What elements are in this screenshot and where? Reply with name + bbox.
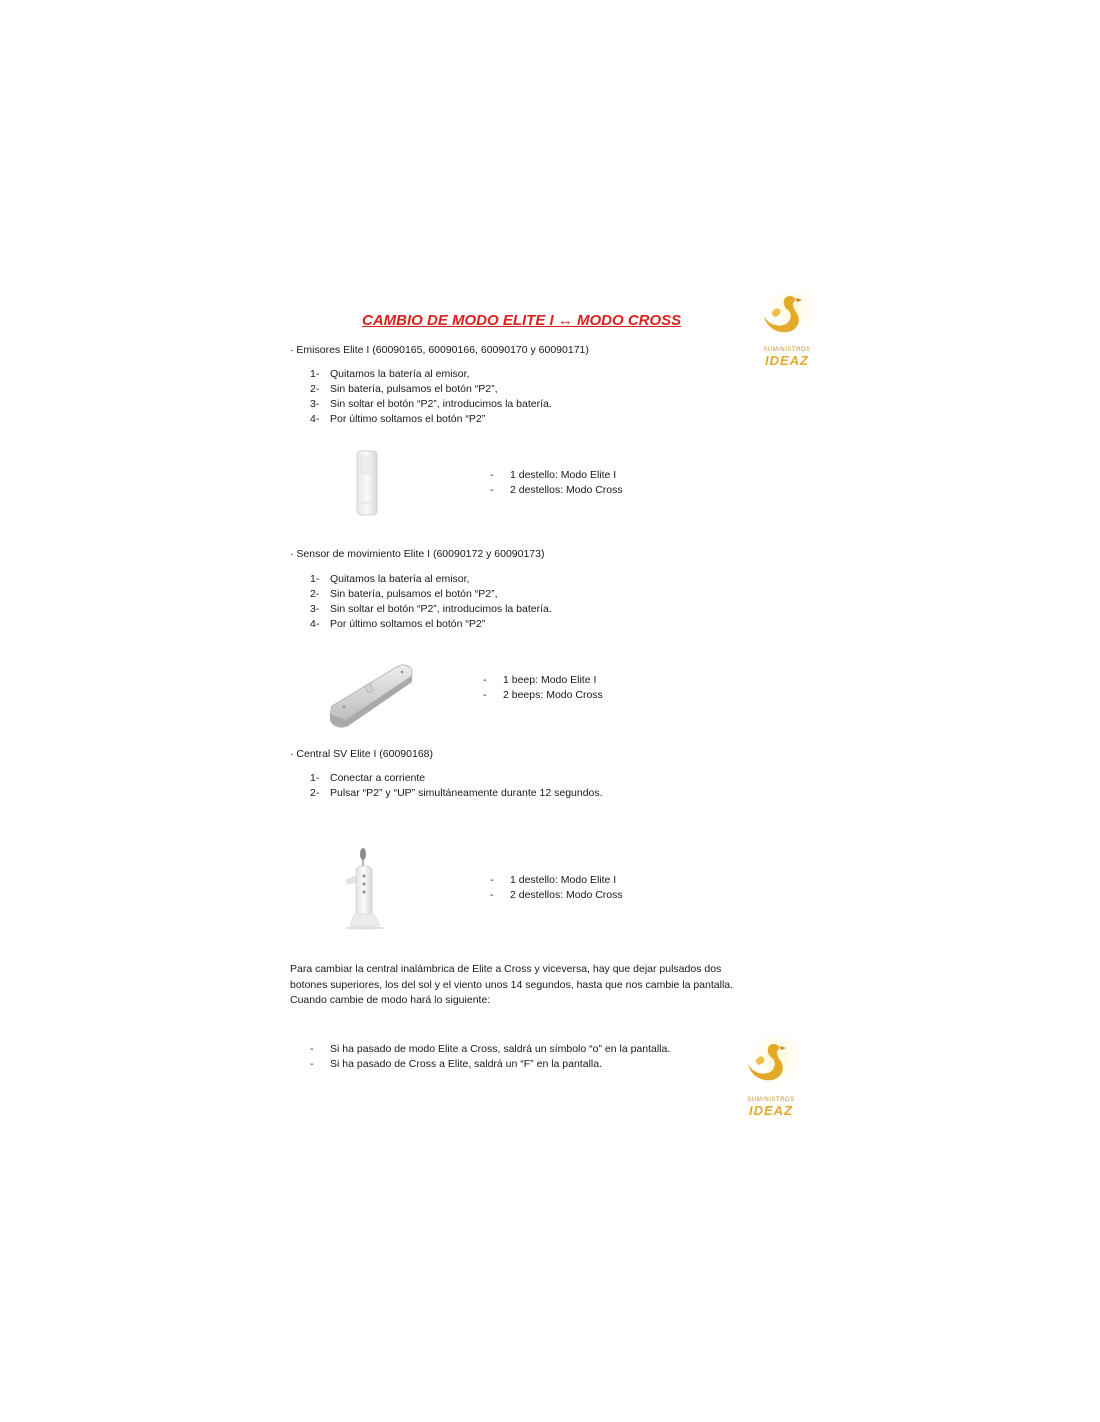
logo-bottom [736, 1036, 806, 1122]
section3-heading: · Central SV Elite I (60090168) [290, 748, 433, 760]
list-item: 1- Conectar a corriente [310, 772, 426, 784]
list-item: 2- Sin batería, pulsamos el botón “P2”, [310, 588, 498, 600]
section3-steps [310, 771, 603, 801]
page-title: CAMBIO DE MODO ELITE I ↔ MODO CROSS [362, 312, 682, 329]
logo-main-text: IDEAZ [765, 353, 809, 368]
list-item: 1- Quitamos la batería al emisor, [310, 368, 470, 380]
central-unit-image [340, 846, 392, 935]
remote-emitter-image [350, 448, 384, 523]
list-item: - Si ha pasado de Cross a Elite, saldrá un “F” en la pantalla. [310, 1058, 602, 1070]
logo-main-text: IDEAZ [749, 1103, 793, 1118]
section2-heading: · Sensor de movimiento Elite I (60090172 y 60090173) [290, 548, 545, 560]
section2-steps [310, 572, 552, 632]
list-item: 4- Por último soltamos el botón “P2” [310, 413, 486, 425]
list-item: 3- Sin soltar el botón “P2”, introducimos la batería. [310, 603, 552, 615]
list-item: - 2 destellos: Modo Cross [490, 484, 623, 496]
list-item: - 1 destello: Modo Elite I [490, 874, 617, 886]
section3-results [490, 873, 623, 903]
logo-small-text: SUMINISTROS [747, 1097, 795, 1103]
list-item: 3- Sin soltar el botón “P2”, introducimos la batería. [310, 398, 552, 410]
logo-top [752, 290, 822, 370]
instructions-paragraph: Para cambiar la central inalámbrica de Elite a Cross y viceversa, hay que dejar pulsados dos botones superiores, los del sol y el viento unos 14 segundos, hasta que nos cambie la pantalla. Cuando cambie de modo hará lo siguiente: [290, 963, 734, 1006]
motion-sensor-image [326, 658, 418, 737]
logo-small-text: SUMINISTROS [763, 347, 811, 353]
swan-logo-icon [736, 1036, 806, 1092]
swan-logo-icon [752, 290, 822, 342]
list-item: 2- Sin batería, pulsamos el botón “P2”, [310, 383, 498, 395]
section2-results [483, 673, 603, 703]
section1-steps [310, 367, 552, 427]
list-item: 2- Pulsar “P2” y “UP” simultáneamente durante 12 segundos. [310, 787, 603, 799]
list-item: - 2 beeps: Modo Cross [483, 689, 603, 701]
list-item: 4- Por último soltamos el botón “P2” [310, 618, 486, 630]
list-item: - 1 destello: Modo Elite I [490, 469, 617, 481]
final-list [310, 1042, 670, 1072]
section1-heading: · Emisores Elite I (60090165, 60090166, 60090170 y 60090171) [290, 344, 589, 356]
section1-results [490, 468, 623, 498]
list-item: - Si ha pasado de modo Elite a Cross, saldrá un símbolo “o” en la pantalla. [310, 1043, 671, 1055]
list-item: - 1 beep: Modo Elite I [483, 674, 597, 686]
list-item: 1- Quitamos la batería al emisor, [310, 573, 470, 585]
list-item: - 2 destellos: Modo Cross [490, 889, 623, 901]
